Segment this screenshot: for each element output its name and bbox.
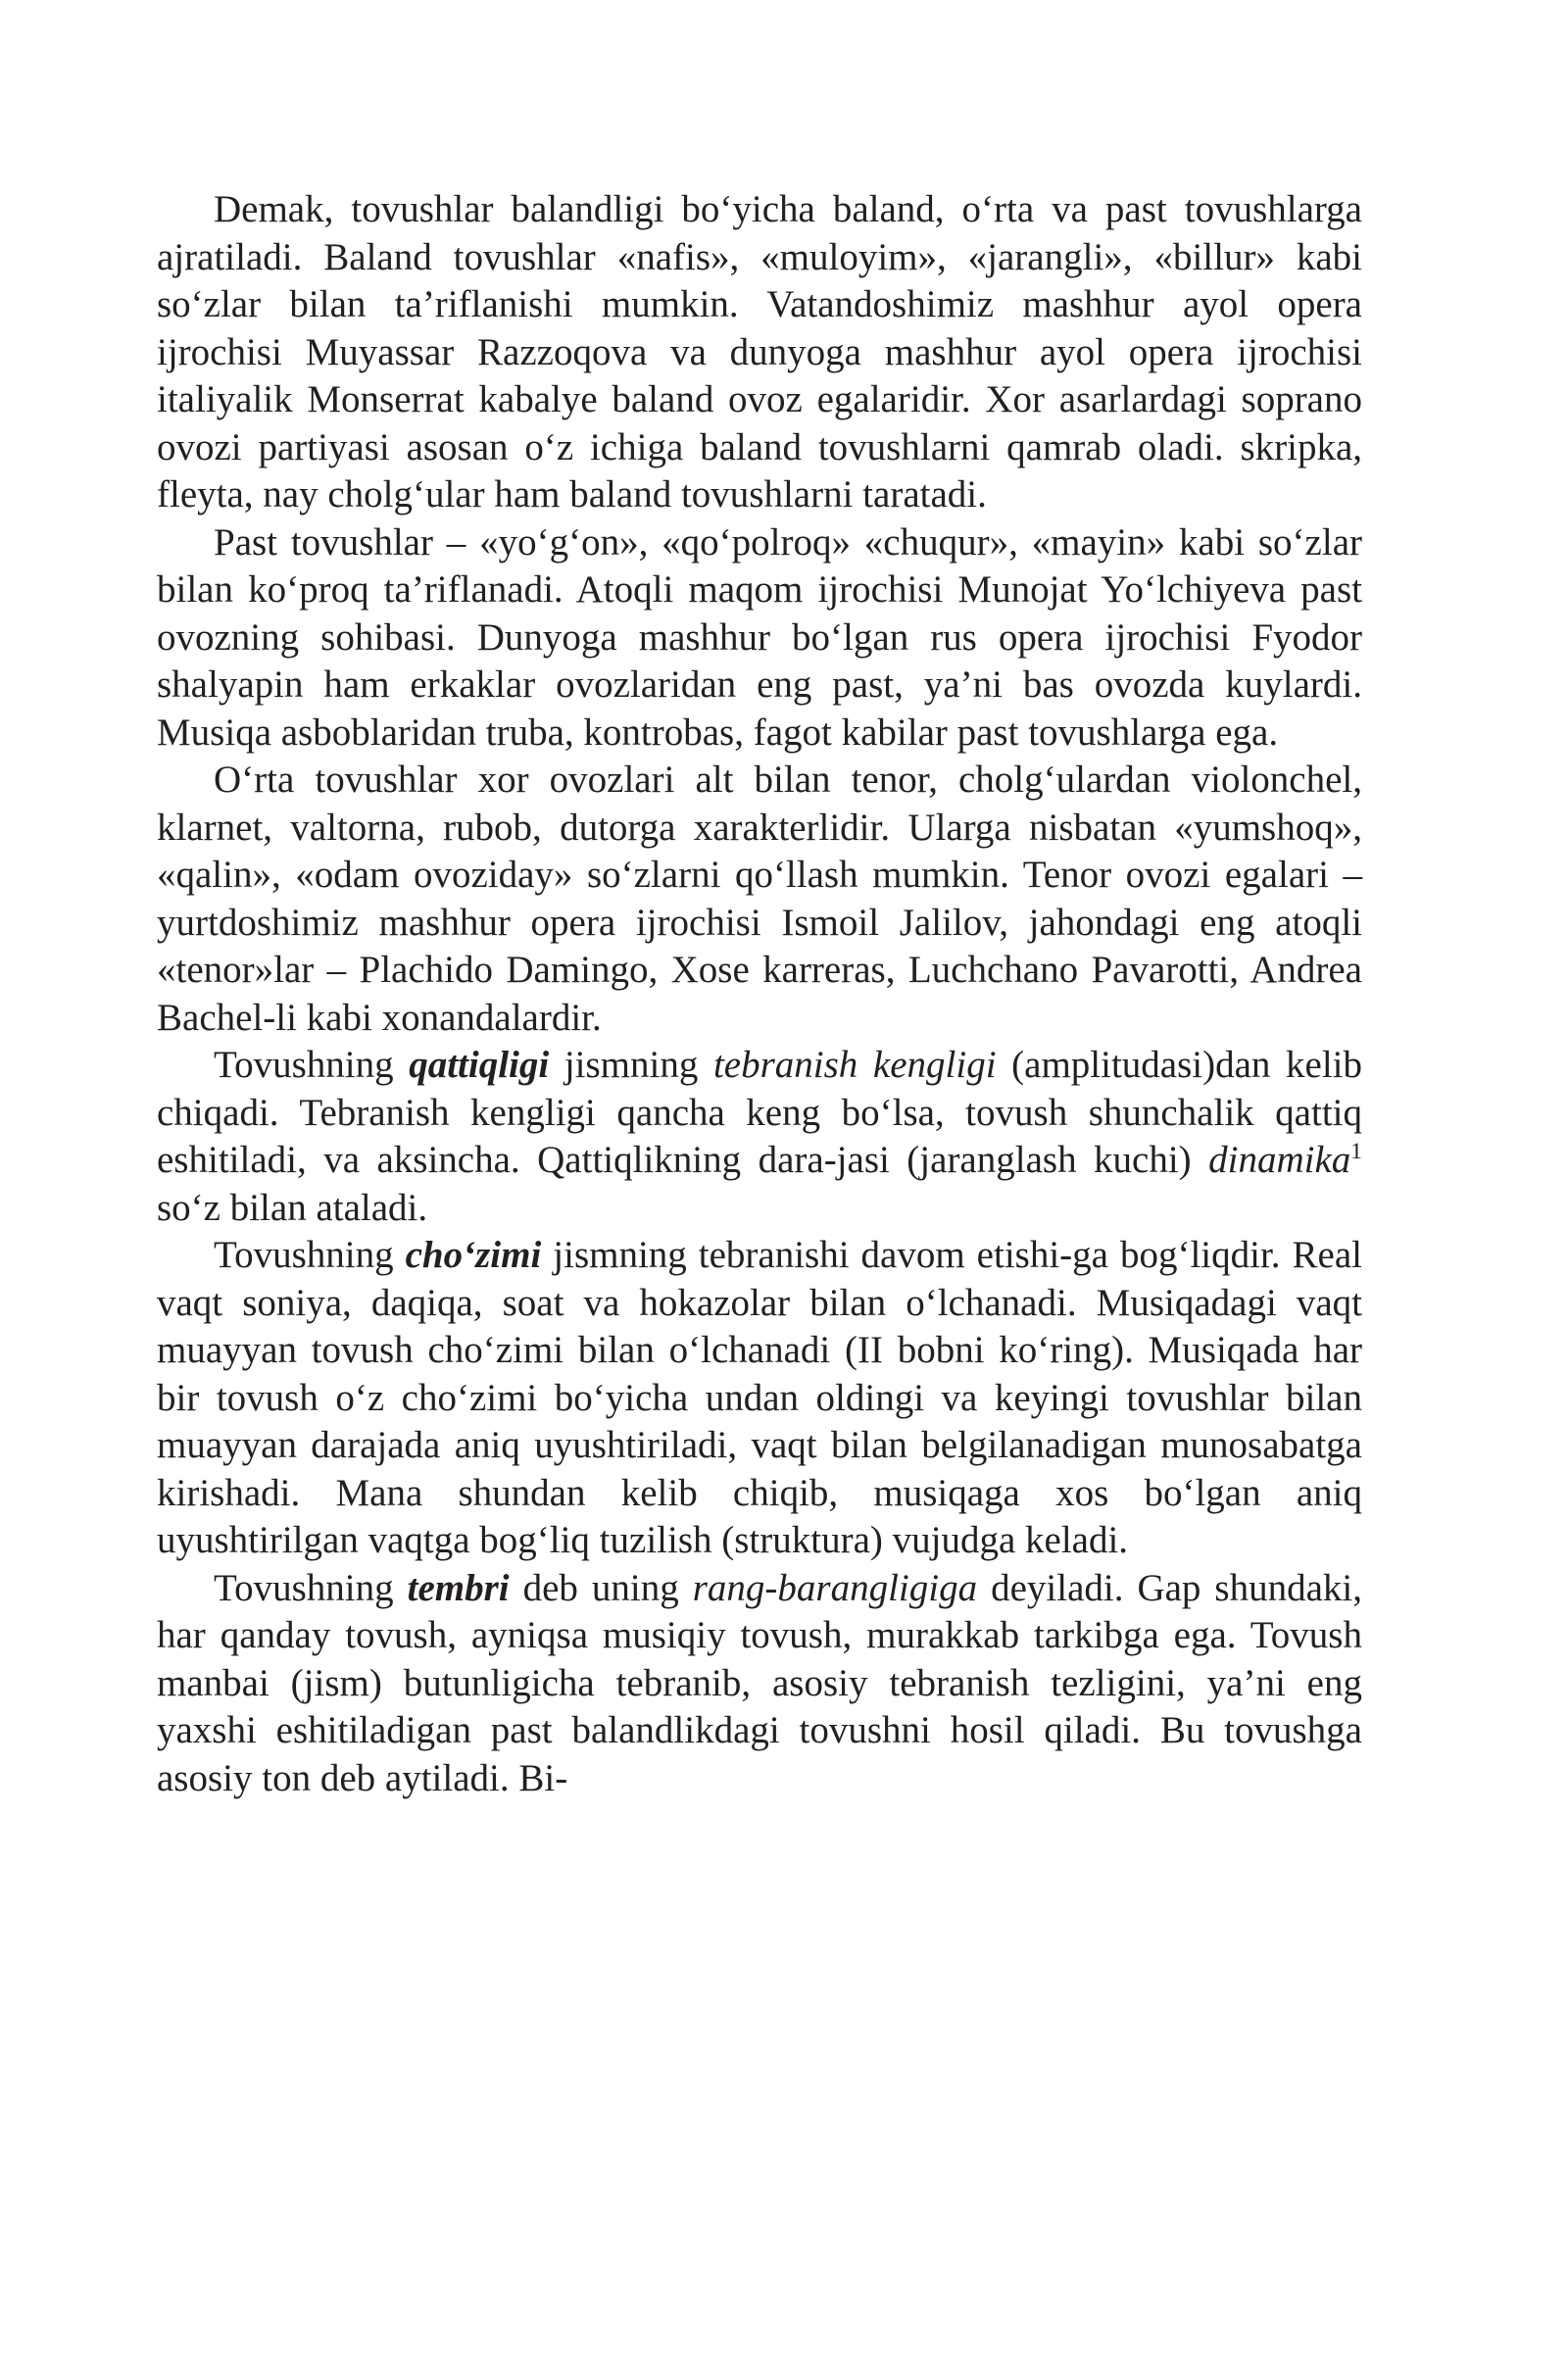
page-body: [157, 186, 1362, 1802]
paragraph-timbre: [157, 1565, 1362, 1803]
paragraph-pitch-high: Demak, tovushlar balandligi bo‘yicha baland, o‘rta va past tovushlarga ajratiladi. Baland tovushlar «nafis», «muloyim», «jarangli», «billur» kabi so‘zlar bilan ta’riflanishi mumkin. Vatandoshimiz mashhur ayol opera ijrochisi Muyassar Razzoqova va dunyoga mashhur ayol opera ijrochisi italiyalik Monserrat kabalye baland ovoz egalaridir. Xor asarlardagi soprano ovozi partiyasi asosan o‘z ichiga baland tovushlarni qamrab oladi. skripka, fleyta, nay cholg‘ular ham baland tovushlarni taratadi.: [157, 188, 1362, 515]
text-run: Tovushning: [214, 1234, 406, 1276]
italic-term: tebranish kengligi: [712, 1044, 997, 1086]
italic-term: rang-barangligiga: [692, 1566, 978, 1609]
text-run: deyiladi. Gap shundaki, har qanday tovush, ayniqsa musiqiy tovush, murakkab tarkibga ega. Tovush manbai (jism) butunligicha tebranib, asosiy tebranish tezligini, ya’ni eng yaxshi eshitiladigan past balandlikdagi tovushni hosil qiladi. Bu tovushga asosiy ton deb aytiladi. Bi-: [157, 1566, 1362, 1799]
term-qattiqligi: qattiqligi: [409, 1044, 550, 1086]
text-run: so‘z bilan ataladi.: [157, 1186, 428, 1229]
text-run: Tovushning: [214, 1566, 408, 1609]
term-chozimi: cho‘zimi: [405, 1234, 542, 1276]
text-run: jismning: [549, 1044, 713, 1086]
text-run: deb uning: [509, 1566, 693, 1609]
text-run: jismning tebranishi davom etishi-ga bog‘liqdir. Real vaqt soniya, daqiqa, soat va hokazolar bilan o‘lchanadi. Musiqadagi vaqt muayyan tovush cho‘zimi bilan o‘lchanadi (II bobni ko‘ring). Musiqada har bir tovush o‘z cho‘zimi bo‘yicha undan oldingi va keyingi tovushlar bilan muayyan darajada aniq uyushtiriladi, vaqt bilan belgilanadigan munosabatga kirishadi. Mana shundan kelib chiqib, musiqaga xos bo‘lgan aniq uyushtirilgan vaqtga bog‘liq tuzilish (struktura) vujudga keladi.: [157, 1234, 1362, 1561]
text-run: Tovushning: [214, 1044, 410, 1086]
paragraph-loudness: [157, 1042, 1362, 1232]
paragraph-duration: [157, 1232, 1362, 1565]
footnote-marker: 1: [1350, 1139, 1362, 1164]
term-tembri: tembri: [407, 1566, 510, 1609]
italic-term-dinamika: dinamika: [1208, 1139, 1351, 1181]
paragraph-pitch-middle: O‘rta tovushlar xor ovozlari alt bilan tenor, cholg‘ulardan violonchel, klarnet, valtorna, rubob, dutorga xarakterlidir. Ularga nisbatan «yumshoq», «qalin», «odam ovoziday» so‘zlarni qo‘llash mumkin. Tenor ovozi egalari – yurtdoshimiz mashhur opera ijrochisi Ismoil Jalilov, jahondagi eng atoqli «tenor»lar – Plachido Damingo, Xose karreras, Luchchano Pavarotti, Andrea Bachel-li kabi xonandalardir.: [157, 759, 1362, 1039]
paragraph-pitch-low: Past tovushlar – «yo‘g‘on», «qo‘polroq» «chuqur», «mayin» kabi so‘zlar bilan ko‘proq ta’riflanadi. Atoqli maqom ijrochisi Munojat Yo‘lchiyeva past ovozning sohibasi. Dunyoga mashhur bo‘lgan rus opera ijrochisi Fyodor shalyapin ham erkaklar ovozlaridan eng past, ya’ni bas ovozda kuylardi. Musiqa asboblaridan truba, kontrobas, fagot kabilar past tovushlarga ega.: [157, 520, 1362, 754]
text-run: (amplitudasi)dan kelib chiqadi. Tebranish kengligi qancha keng bo‘lsa, tovush shunchalik qattiq eshitiladi, va aksincha. Qattiqlikning dara-jasi (jaranglash kuchi): [157, 1044, 1362, 1181]
